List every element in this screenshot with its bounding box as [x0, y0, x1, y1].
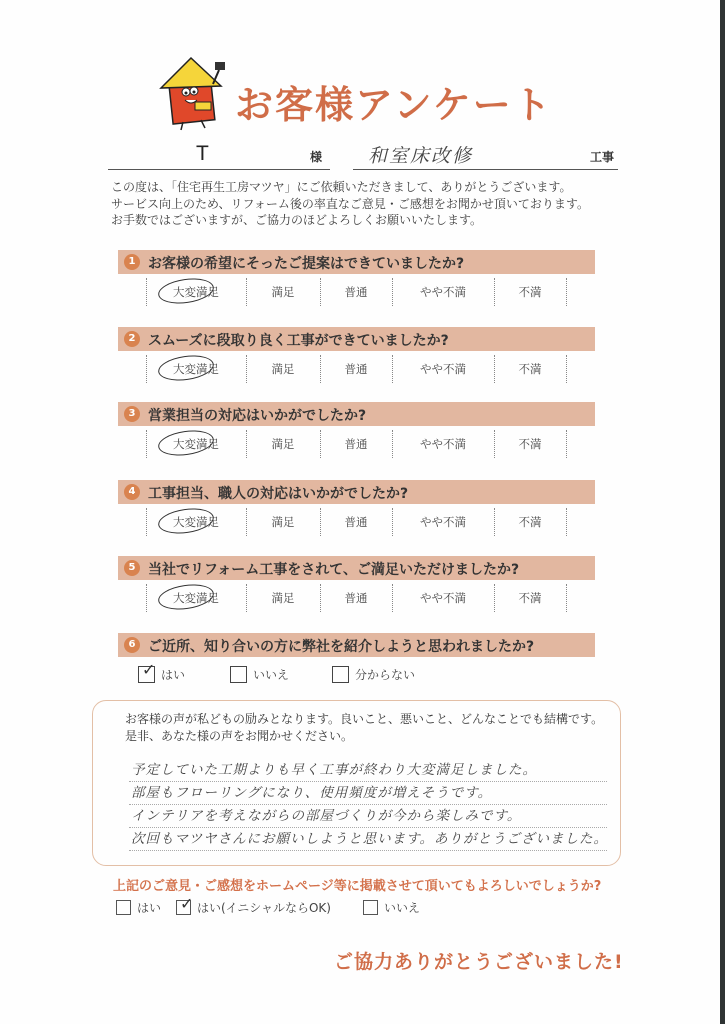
option-satisfied[interactable]: 満足: [271, 515, 295, 529]
customer-voice-box: [92, 700, 621, 866]
option-somewhat-dissatisfied[interactable]: やや不満: [420, 362, 466, 376]
house-mascot-icon: [155, 52, 235, 132]
publish-option-no[interactable]: いいえ: [363, 899, 420, 916]
name-suffix: 様: [309, 150, 322, 164]
question-number-badge: 6: [124, 637, 140, 653]
option-neutral[interactable]: 普通: [344, 437, 368, 451]
selected-circle-mark: [157, 505, 216, 537]
publish-options: [116, 894, 436, 919]
question-4-options: [146, 506, 570, 538]
checkbox[interactable]: [230, 666, 247, 683]
question-number-badge: 1: [124, 254, 140, 270]
option-dissatisfied[interactable]: 不満: [518, 285, 542, 299]
handwritten-line: インテリアを考えながらの部屋づくりが今から楽しみです。: [129, 805, 607, 828]
option-dissatisfied[interactable]: 不満: [518, 362, 542, 376]
question-text: お客様の希望にそったご提案はできていましたか?: [148, 256, 465, 272]
checkbox-checked[interactable]: [176, 894, 194, 915]
question-4-bar: [118, 480, 595, 504]
option-very-satisfied[interactable]: 大変満足: [146, 276, 246, 308]
option-dont-know[interactable]: 分からない: [332, 664, 415, 684]
option-satisfied[interactable]: 満足: [271, 591, 295, 605]
selected-circle-mark: [157, 352, 216, 384]
question-1-bar: [118, 250, 595, 274]
work-type: 和室床改修: [368, 145, 474, 167]
question-5-options: [146, 582, 570, 614]
check-icon: ✓: [180, 894, 194, 913]
checkbox[interactable]: [363, 900, 378, 915]
question-text: 工事担当、職人の対応はいかがでしたか?: [148, 486, 409, 502]
option-yes[interactable]: ✓ はい: [138, 664, 185, 684]
checkbox-checked[interactable]: [138, 659, 156, 683]
checkbox[interactable]: [116, 900, 131, 915]
option-neutral[interactable]: 普通: [344, 591, 368, 605]
handwritten-line: 予定していた工期よりも早く工事が終わり大変満足しました。: [129, 759, 607, 782]
question-6-bar: [118, 633, 595, 657]
option-very-satisfied[interactable]: 大変満足: [146, 353, 246, 385]
option-somewhat-dissatisfied[interactable]: やや不満: [420, 591, 466, 605]
question-2-options: [146, 353, 570, 385]
publish-permission-question: 上記のご意見・ご感想をホームページ等に掲載させて頂いてもよろしいでしょうか?: [113, 879, 602, 894]
intro-line: サービス向上のため、リフォーム後の率直なご意見・ご感想をお聞かせ頂いております。: [111, 196, 589, 211]
option-neutral[interactable]: 普通: [344, 515, 368, 529]
question-number-badge: 4: [124, 484, 140, 500]
selected-circle-mark: [157, 275, 216, 307]
option-very-satisfied[interactable]: 大変満足: [146, 582, 246, 614]
checkbox[interactable]: [332, 666, 349, 683]
question-2-bar: [118, 327, 595, 351]
customer-name: T: [196, 142, 209, 165]
handwritten-line: 部屋もフローリングになり、使用頻度が増えそうです。: [129, 782, 607, 805]
option-somewhat-dissatisfied[interactable]: やや不満: [420, 437, 466, 451]
header: [155, 50, 575, 135]
question-number-badge: 3: [124, 406, 140, 422]
option-dissatisfied[interactable]: 不満: [518, 515, 542, 529]
option-satisfied[interactable]: 満足: [271, 362, 295, 376]
question-text: 当社でリフォーム工事をされて、ご満足いただけましたか?: [148, 562, 520, 578]
option-neutral[interactable]: 普通: [344, 285, 368, 299]
option-somewhat-dissatisfied[interactable]: やや不満: [420, 515, 466, 529]
question-6-options: [138, 659, 458, 686]
question-text: ご近所、知り合いの方に弊社を紹介しようと思われましたか?: [148, 639, 535, 655]
voice-comment-area[interactable]: [129, 759, 607, 851]
selected-circle-mark: [157, 581, 216, 613]
intro-text: [111, 179, 589, 229]
question-number-badge: 2: [124, 331, 140, 347]
option-dissatisfied[interactable]: 不満: [518, 437, 542, 451]
check-icon: ✓: [142, 659, 156, 679]
work-suffix: 工事: [589, 150, 614, 164]
intro-line: この度は、「住宅再生工房マツヤ」にご依頼いただきまして、ありがとうございます。: [111, 180, 572, 194]
thank-you-message: ご協力ありがとうございました!: [334, 951, 624, 973]
customer-name-field[interactable]: [108, 140, 330, 170]
option-very-satisfied[interactable]: 大変満足: [146, 428, 246, 460]
publish-option-initials[interactable]: ✓ はい(イニシャルならOK): [176, 899, 331, 916]
handwritten-line: 次回もマツヤさんにお願いしようと思います。ありがとうございました。: [129, 828, 607, 851]
option-very-satisfied[interactable]: 大変満足: [146, 506, 246, 538]
page-title: お客様アンケート: [235, 83, 553, 127]
option-satisfied[interactable]: 満足: [271, 437, 295, 451]
voice-prompt: お客様の声が私どもの励みとなります。良いこと、悪いこと、どんなことでも結構です。 是非、あなた様の声をお聞かせください。: [125, 712, 604, 743]
question-text: 営業担当の対応はいかがでしたか?: [148, 408, 367, 424]
customer-info: [108, 140, 618, 170]
work-type-field[interactable]: [353, 140, 618, 170]
question-5-bar: [118, 556, 595, 580]
option-somewhat-dissatisfied[interactable]: やや不満: [420, 285, 466, 299]
question-1-options: [146, 276, 570, 308]
question-text: スムーズに段取り良く工事ができていましたか?: [148, 333, 449, 349]
option-dissatisfied[interactable]: 不満: [518, 591, 542, 605]
question-number-badge: 5: [124, 560, 140, 576]
option-neutral[interactable]: 普通: [344, 362, 368, 376]
option-satisfied[interactable]: 満足: [271, 285, 295, 299]
publish-option-yes[interactable]: はい: [116, 899, 161, 916]
selected-circle-mark: [157, 427, 216, 459]
question-3-bar: [118, 402, 595, 426]
scan-edge: [720, 0, 725, 1024]
option-no[interactable]: いいえ: [230, 664, 289, 684]
question-3-options: [146, 428, 570, 460]
intro-line: お手数ではございますが、ご協力のほどよろしくお願いいたします。: [111, 213, 483, 227]
